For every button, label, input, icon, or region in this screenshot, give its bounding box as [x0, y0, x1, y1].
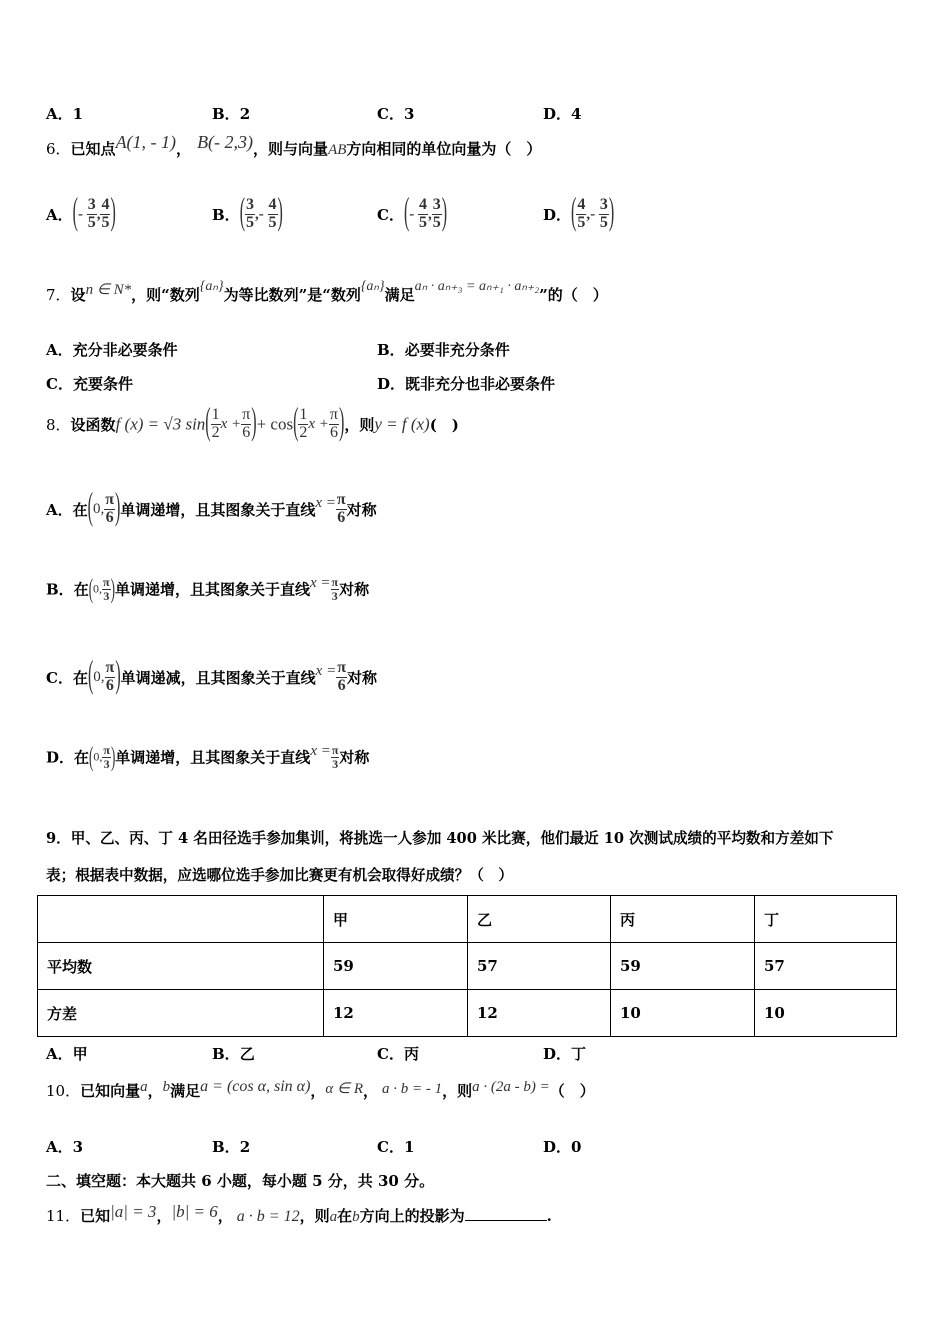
option-label: A．	[46, 500, 73, 519]
q8-option-b[interactable]	[46, 572, 370, 624]
fraction: $\frac{\pi}{6}$	[105, 659, 115, 694]
q8-option-c[interactable]	[46, 655, 377, 708]
option-text: 丁	[571, 1045, 587, 1063]
q6-stem	[46, 132, 542, 159]
fraction: $\frac{\pi}{3}$	[331, 575, 339, 603]
table-cell	[38, 896, 324, 943]
stem-text: 在	[337, 1207, 353, 1225]
option-text: 4	[571, 105, 582, 123]
separator: ,	[428, 206, 432, 223]
vector-a-formula: a	[329, 1209, 338, 1225]
option-label: A．	[46, 1138, 73, 1156]
stem-text: 已知点	[70, 140, 116, 158]
table-cell: 平均数	[38, 943, 324, 990]
question-number: 7．	[46, 286, 71, 304]
option-label: B．	[377, 341, 405, 359]
answer-blank[interactable]	[465, 1206, 547, 1221]
q6-option-a[interactable]	[46, 192, 116, 241]
option-label: D．	[543, 1138, 572, 1156]
interval-start: 0,	[92, 500, 105, 517]
table-cell: 59	[611, 943, 755, 990]
paren-open: (	[239, 192, 246, 234]
q7-option-b[interactable]	[377, 339, 510, 360]
table-cell: 丙	[611, 896, 755, 943]
paren-close: )	[608, 192, 615, 234]
q7-option-d[interactable]	[377, 373, 555, 394]
fraction: $\frac{\pi}{6}$	[105, 491, 114, 526]
paren-close: )	[115, 655, 121, 697]
paren-open: (	[72, 192, 78, 234]
q5-option-d[interactable]	[543, 103, 581, 124]
vector-b-formula: b	[352, 1209, 360, 1225]
sign: -	[77, 206, 87, 223]
option-text: 在	[72, 500, 88, 519]
paren-close: )	[277, 192, 283, 234]
question-number: 10．	[46, 1082, 81, 1100]
y-formula: y = f (x)	[374, 414, 430, 434]
q9-option-d[interactable]	[543, 1043, 586, 1064]
stem-text: 已知向量	[80, 1082, 141, 1100]
interval-start: 0,	[93, 581, 103, 596]
option-text: 单调递减，且其图象关于直线	[120, 668, 316, 687]
fraction-pi-6: $\frac{\pi}{6}$	[329, 406, 338, 441]
question-number: 8．	[46, 415, 71, 434]
condition-formula: n ∈ N*	[85, 282, 132, 298]
q8-option-d[interactable]	[46, 740, 370, 792]
option-text: 单调递增，且其图象关于直线	[114, 580, 310, 599]
stem-text: 已知	[80, 1207, 111, 1225]
option-label: B．	[212, 105, 240, 123]
option-text: 乙	[239, 1045, 255, 1063]
option-text: 3	[72, 1138, 84, 1156]
table-cell: 乙	[468, 896, 611, 943]
option-text: 0	[571, 1138, 582, 1156]
q9-stem-line1: 9．甲、乙、丙、丁 4 名田径选手参加集训，将挑选一人参加 400 米比赛，他们最近 10 次测试成绩的平均数和方差如下	[46, 830, 834, 847]
q10-option-a[interactable]	[46, 1136, 83, 1157]
q8-option-a[interactable]	[46, 487, 377, 540]
table-cell: 12	[468, 990, 611, 1037]
table-cell: 方差	[38, 990, 324, 1037]
paren-close: )	[110, 740, 116, 772]
option-text: 充分非必要条件	[72, 341, 178, 359]
expression-formula: a · (2a - b) =	[472, 1079, 550, 1095]
stem-text: ，则	[442, 1082, 473, 1100]
option-text: 单调递增，且其图象关于直线	[120, 500, 316, 519]
q7-option-a[interactable]	[46, 339, 178, 360]
option-text: 单调递增，且其图象关于直线	[115, 748, 311, 767]
vector-b-formula: b	[162, 1079, 171, 1095]
question-number: 11．	[46, 1207, 81, 1225]
interval-start: 0,	[93, 749, 103, 764]
fraction: $\frac{\pi}{6}$	[337, 659, 346, 694]
option-label: D．	[543, 1045, 572, 1063]
fraction: $\frac{3}{5}$	[432, 196, 441, 231]
fraction-half: $\frac{1}{2}$	[211, 406, 220, 441]
q6-option-d[interactable]	[543, 192, 615, 241]
q7-option-c[interactable]	[46, 373, 133, 394]
option-text: 对称	[346, 668, 377, 687]
option-text: 甲	[72, 1045, 88, 1063]
table-cell: 12	[324, 990, 468, 1037]
option-label: A．	[46, 105, 73, 123]
option-label: B．	[212, 1138, 240, 1156]
paren-close: )	[115, 487, 121, 529]
vector-ab-formula: AB	[328, 142, 347, 158]
q5-option-a[interactable]	[46, 103, 83, 124]
paren-open: (	[87, 655, 94, 697]
option-label: C．	[377, 1138, 404, 1156]
table-cell: 57	[755, 943, 897, 990]
paren-close: )	[339, 402, 345, 444]
option-text: 对称	[346, 500, 377, 519]
option-label: C．	[377, 1045, 404, 1063]
option-label: D．	[377, 375, 406, 393]
table-header-row	[38, 896, 897, 943]
fraction: $\frac{4}{5}$	[419, 196, 428, 231]
option-text: 在	[74, 748, 90, 767]
sequence-formula: {aₙ}	[360, 279, 385, 294]
paren-open: (	[205, 402, 211, 444]
option-text: 2	[239, 1138, 251, 1156]
fraction: $\frac{\pi}{6}$	[336, 491, 346, 526]
option-label: C．	[377, 105, 404, 123]
stem-text: 设	[70, 286, 86, 304]
option-label: C．	[377, 205, 404, 224]
option-text: 对称	[339, 580, 370, 599]
paren-close: )	[110, 572, 115, 604]
option-text: 对称	[339, 748, 370, 767]
option-label: A．	[46, 341, 73, 359]
formula-part: x +	[220, 415, 242, 432]
q10-stem	[46, 1080, 595, 1101]
paren-open: (	[87, 487, 93, 529]
q6-option-b[interactable]	[212, 192, 283, 241]
dot-product-formula: a · b = - 1	[382, 1081, 443, 1097]
table-cell: 丁	[755, 896, 897, 943]
table-cell: 10	[611, 990, 755, 1037]
option-label: D．	[543, 205, 572, 224]
option-text: 丙	[403, 1045, 419, 1063]
stem-text: ”的（ ）	[539, 286, 608, 304]
paren-open: (	[571, 192, 577, 234]
vector-a-definition: a = (cos α, sin α)	[200, 1078, 311, 1095]
table-row	[38, 990, 897, 1037]
formula-part: + cos	[256, 414, 294, 434]
option-label: B．	[212, 1045, 240, 1063]
option-label: C．	[46, 375, 73, 393]
stem-text: ，	[156, 1207, 172, 1225]
stem-text: .	[546, 1207, 552, 1225]
fraction: $\frac{\pi}{3}$	[103, 575, 110, 603]
option-text: 2	[239, 105, 251, 123]
answer-paren: ( )	[429, 415, 459, 434]
axis-formula: x =	[309, 574, 331, 591]
separator: ,	[96, 206, 101, 223]
point-b-formula: B(- 2,3)	[197, 132, 254, 152]
fraction: $\frac{4}{5}$	[268, 196, 277, 231]
q5-option-c[interactable]	[377, 103, 414, 124]
stem-text: 方向上的投影为	[359, 1207, 465, 1225]
separator: ,-	[586, 206, 599, 223]
stem-text: ，则	[344, 415, 375, 434]
stem-text: 为等比数列”是“数列	[223, 286, 361, 304]
q10-option-b[interactable]	[212, 1136, 250, 1157]
q5-option-b[interactable]	[212, 103, 250, 124]
vector-a-formula: a	[140, 1079, 148, 1095]
table-cell: 57	[468, 943, 611, 990]
option-text: 在	[73, 580, 89, 599]
q9-option-c[interactable]	[377, 1043, 419, 1064]
stem-text: ，则	[299, 1207, 330, 1225]
paren-open: (	[403, 192, 410, 234]
separator: ,-	[255, 206, 268, 223]
table-row	[38, 943, 897, 990]
stem-text: ，	[147, 1082, 163, 1100]
section-heading: 二、填空题：本大题共 6 小题，每小题 5 分，共 30 分。	[46, 1172, 435, 1190]
q11-stem	[46, 1202, 552, 1226]
sign: -	[409, 206, 419, 223]
sequence-formula: {aₙ}	[199, 279, 224, 294]
interval-start: 0,	[93, 668, 105, 685]
option-text: 既非充分也非必要条件	[405, 375, 556, 393]
magnitude-a-formula: |a| = 3	[110, 1202, 157, 1221]
option-label: B．	[212, 205, 240, 224]
answer-paren: （ ）	[549, 1082, 595, 1100]
score-table	[37, 895, 897, 1037]
axis-formula: x =	[315, 494, 336, 511]
stem-text: 满足	[170, 1082, 201, 1100]
q10-option-c[interactable]	[377, 1136, 414, 1157]
paren-open: (	[89, 740, 94, 772]
option-label: A．	[46, 1045, 73, 1063]
paren-open: (	[88, 572, 94, 604]
table-cell: 59	[324, 943, 468, 990]
option-text: 1	[403, 1138, 415, 1156]
q7-stem	[46, 279, 608, 305]
stem-text: 设函数	[70, 415, 116, 434]
relation-formula: aₙ · aₙ₊₃ = aₙ₊₁ · aₙ₊₂	[414, 279, 540, 294]
q6-option-c[interactable]	[377, 192, 448, 241]
question-number: 6．	[46, 140, 71, 158]
axis-formula: x =	[315, 662, 337, 679]
fraction-half: $\frac{1}{2}$	[299, 406, 308, 441]
q10-option-d[interactable]	[543, 1136, 581, 1157]
option-label: B．	[46, 580, 74, 599]
table-cell: 甲	[324, 896, 468, 943]
fraction: $\frac{3}{5}$	[87, 196, 96, 231]
q9-stem-line2: 表；根据表中数据，应选哪位选手参加比赛更有机会取得好成绩？（ ）	[46, 867, 514, 884]
stem-text: ，	[310, 1082, 326, 1100]
option-label: D．	[543, 105, 572, 123]
fraction: $\frac{\pi}{3}$	[331, 743, 339, 771]
stem-text: ，	[363, 1082, 379, 1100]
option-label: D．	[46, 748, 75, 767]
option-text: 3	[403, 105, 415, 123]
fraction: $\frac{4}{5}$	[101, 196, 110, 231]
q8-stem	[46, 402, 459, 455]
formula-part: x +	[308, 415, 329, 432]
option-label: C．	[46, 668, 73, 687]
stem-text: 方向相同的单位向量为（ ）	[346, 140, 542, 158]
option-text: 在	[72, 668, 88, 687]
stem-text: 满足	[384, 286, 415, 304]
q9-option-a[interactable]	[46, 1043, 88, 1064]
function-formula: f (x) = √3 sin	[115, 414, 206, 434]
table-cell: 10	[755, 990, 897, 1037]
fraction: $\frac{4}{5}$	[577, 196, 586, 231]
dot-product-formula: a · b = 12	[236, 1208, 300, 1225]
paren-close: )	[251, 402, 257, 444]
alpha-domain: α ∈ R	[325, 1081, 364, 1097]
option-text: 充要条件	[72, 375, 133, 393]
stem-text: ，	[176, 140, 192, 158]
q9-option-b[interactable]	[212, 1043, 255, 1064]
paren-open: (	[293, 402, 299, 444]
stem-text: ，	[217, 1207, 233, 1225]
fraction: $\frac{3}{5}$	[599, 196, 608, 231]
option-text: 1	[72, 105, 84, 123]
paren-close: )	[110, 192, 116, 234]
stem-text: ，则与向量	[253, 140, 329, 158]
fraction-pi-6: $\frac{\pi}{6}$	[242, 406, 251, 441]
option-text: 必要非充分条件	[404, 341, 510, 359]
point-a-formula: A(1, - 1)	[115, 132, 177, 152]
magnitude-b-formula: |b| = 6	[171, 1202, 218, 1221]
fraction: $\frac{3}{5}$	[246, 196, 255, 231]
option-label: A．	[46, 205, 73, 224]
paren-close: )	[441, 192, 448, 234]
fraction: $\frac{\pi}{3}$	[103, 743, 110, 771]
stem-text: ，则“数列	[131, 286, 200, 304]
axis-formula: x =	[310, 742, 331, 759]
